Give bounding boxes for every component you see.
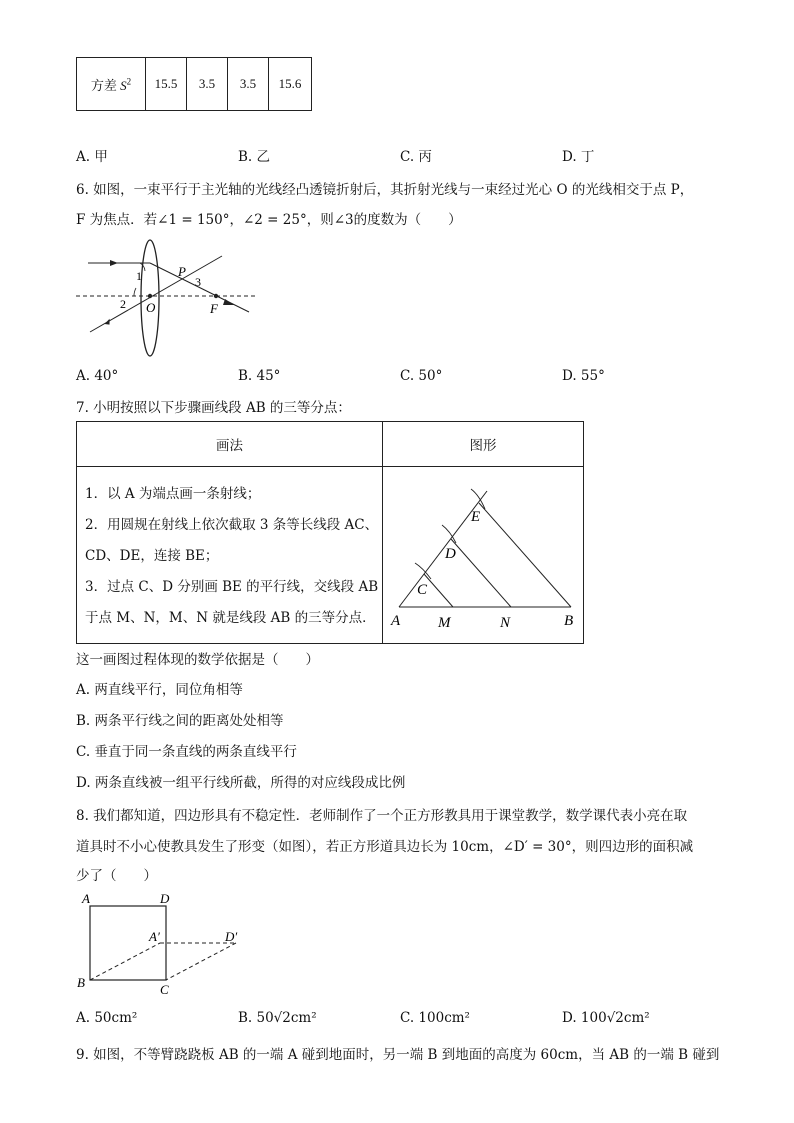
label-a: A [391,613,401,629]
step-line: 2．用圆规在射线上依次截取 3 条等长线段 AC、 [85,517,379,533]
variance-value: 15.6 [269,58,312,111]
label-b: B [77,975,85,990]
q8-option-a[interactable]: A. 50cm² [76,1010,138,1026]
variance-symbol: S [120,77,127,93]
method-header: 画法 [77,422,383,467]
q8-stem-line1: 8. 我们都知道，四边形具有不稳定性．老师制作了一个正方形教具用于课堂教学，数学课代表小亮在取 [76,808,688,824]
label-d: D [445,546,456,562]
trisection-figure [383,467,583,643]
q5-option-c[interactable]: C. 丙 [400,149,432,165]
label-a: A [82,891,90,906]
angle-1-label: 1 [136,269,142,283]
label-a-prime: A′ [149,929,160,944]
q9-stem-line1: 9. 如图，不等臂跷跷板 AB 的一端 A 碰到地面时，另一端 B 到地面的高度为 60cm，当 AB 的一端 B 碰到 [76,1047,720,1063]
step-line: CD、DE，连接 BE； [85,548,219,564]
angle-2-label: 2 [120,297,126,311]
label-d: D [160,891,170,906]
variance-sup: 2 [126,76,132,87]
q8-option-d[interactable]: D. 100√2cm² [562,1010,650,1026]
q6-stem-line2: F 为焦点．若∠1 = 150°，∠2 = 25°，则∠3的度数为（ ） [76,212,462,228]
q6-stem-line1: 6. 如图，一束平行于主光轴的光线经凸透镜折射后，其折射光线与一束经过光心 O 的光线相交于点 P， [76,182,694,198]
q6-option-c[interactable]: C. 50° [400,368,443,384]
q7-option-b[interactable]: B. 两条平行线之间的距离处处相等 [76,713,284,729]
variance-table [76,57,312,111]
q8-option-c[interactable]: C. 100cm² [400,1010,470,1026]
q8-stem-line2: 道具时不小心使教具发生了形变（如图），若正方形道具边长为 10cm，∠D′ = 30°，则四边形的面积减 [76,839,694,855]
variance-value: 3.5 [228,58,269,111]
variance-label-cell [77,58,146,111]
point-o-label: O [146,300,156,315]
variance-value: 3.5 [187,58,228,111]
step-line: 于点 M、N，M、N 就是线段 AB 的三等分点． [85,610,376,626]
q7-option-d[interactable]: D. 两条直线被一组平行线所截，所得的对应线段成比例 [76,775,406,791]
q6-option-b[interactable]: B. 45° [238,368,281,384]
point-p-label: P [178,264,186,279]
q7-question: 这一画图过程体现的数学依据是（ ） [76,652,319,668]
square-deform-figure [74,888,254,1000]
variance-label: 方差 [90,77,117,93]
q8-stem-line3: 少了（ ） [76,868,157,884]
method-steps [77,467,383,644]
label-c: C [160,982,169,997]
label-e: E [471,509,481,525]
q6-option-d[interactable]: D. 55° [562,368,605,384]
figure-header: 图形 [383,422,584,467]
q8-option-b[interactable]: B. 50√2cm² [238,1010,317,1026]
q5-option-a[interactable]: A. 甲 [76,149,108,165]
label-d-prime: D′ [225,929,238,944]
q5-option-d[interactable]: D. 丁 [562,149,595,165]
q7-stem: 7. 小明按照以下步骤画线段 AB 的三等分点： [76,400,351,416]
variance-value: 15.5 [146,58,187,111]
step-line: 3．过点 C、D 分别画 BE 的平行线，交线段 AB [85,579,379,595]
step-line: 1．以 A 为端点画一条射线； [85,486,261,502]
q5-option-b[interactable]: B. 乙 [238,149,271,165]
point-f-label: F [210,301,218,316]
q6-option-a[interactable]: A. 40° [76,368,119,384]
label-c: C [417,582,428,598]
q7-option-c[interactable]: C. 垂直于同一条直线的两条直线平行 [76,744,297,760]
label-n: N [500,615,511,631]
q7-method-table [76,421,584,644]
q7-option-a[interactable]: A. 两直线平行，同位角相等 [76,682,243,698]
label-m: M [438,615,451,631]
angle-3-label: 3 [195,275,201,289]
label-b: B [564,613,574,629]
trisection-figure-cell [383,467,584,644]
lens-figure [74,236,264,360]
